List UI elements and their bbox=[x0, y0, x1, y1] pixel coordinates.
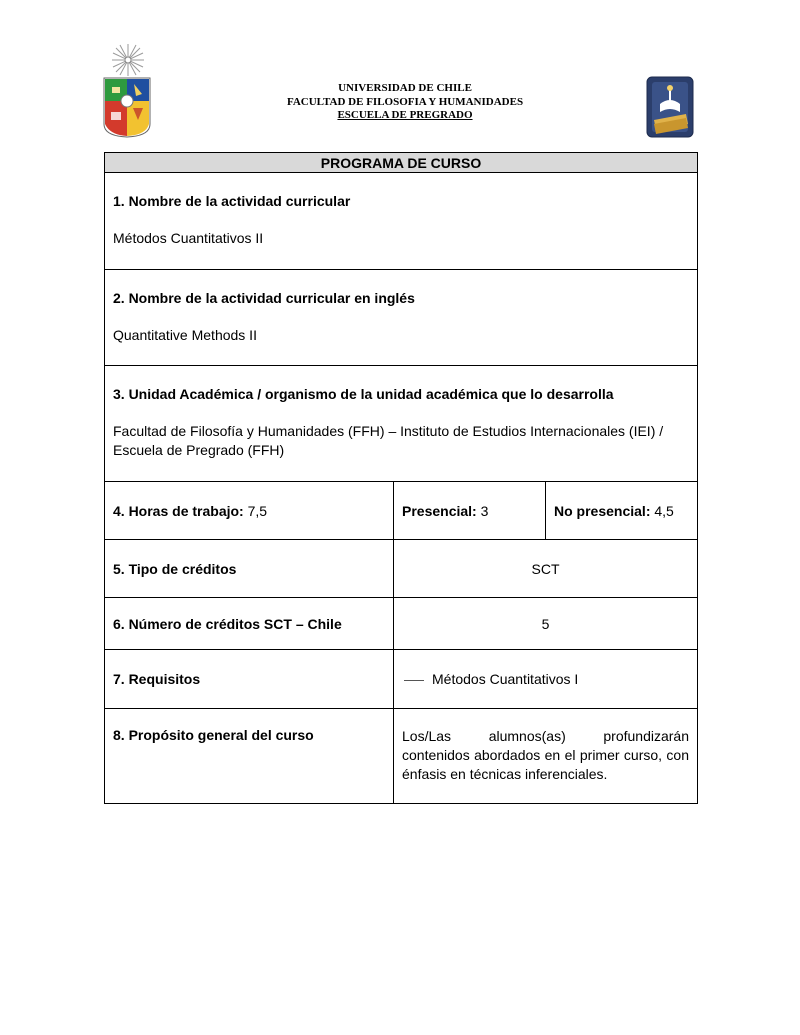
presencial-cell bbox=[394, 482, 546, 540]
no-presencial-value: 4,5 bbox=[654, 502, 674, 519]
school-name: ESCUELA DE PREGRADO bbox=[337, 109, 473, 121]
faculty-emblem-logo bbox=[646, 76, 694, 138]
program-table bbox=[104, 152, 698, 804]
no-presencial-label: No presencial: bbox=[554, 502, 651, 519]
university-name: UNIVERSIDAD DE CHILE bbox=[338, 82, 472, 94]
presencial-value: 3 bbox=[480, 502, 489, 519]
work-hours-cell bbox=[105, 482, 394, 540]
program-title-row bbox=[105, 153, 698, 173]
section-3-title: 3. Unidad Académica / organismo de la unidad académica que lo desarrolla bbox=[113, 386, 614, 402]
section-5-row bbox=[105, 540, 698, 598]
section-3-row bbox=[105, 366, 698, 482]
work-hours-label: 4. Horas de trabajo: bbox=[113, 502, 244, 519]
section-3-value: Facultad de Filosofía y Humanidades (FFH) – Instituto de Estudios Internacionales (IEI) / Escuela de Pregrado (FFH) bbox=[113, 423, 664, 458]
credit-type-label: 5. Tipo de créditos bbox=[105, 540, 394, 598]
section-2-row bbox=[105, 270, 698, 366]
work-hours-value: 7,5 bbox=[247, 502, 268, 519]
section-4-row bbox=[105, 482, 698, 540]
universidad-de-chile-logo bbox=[100, 40, 156, 138]
presencial-label: Presencial: bbox=[402, 502, 477, 519]
purpose-value: Los/Las alumnos(as) profundizarán contenidos abordados en el primer curso, con énfasis en técnicas inferenciales. bbox=[394, 709, 698, 804]
section-1-title: 1. Nombre de la actividad curricular bbox=[113, 193, 351, 209]
purpose-label: 8. Propósito general del curso bbox=[105, 709, 394, 804]
credit-type-value: SCT bbox=[394, 540, 698, 598]
faculty-name: FACULTAD DE FILOSOFIA Y HUMANIDADES bbox=[286, 95, 524, 108]
section-2-title: 2. Nombre de la actividad curricular en inglés bbox=[113, 290, 415, 306]
section-1-value: Métodos Cuantitativos II bbox=[113, 230, 264, 246]
credit-number-label: 6. Número de créditos SCT – Chile bbox=[105, 598, 394, 650]
requirements-cell bbox=[394, 650, 698, 709]
section-1-row bbox=[105, 173, 698, 270]
no-presencial-cell bbox=[546, 482, 698, 540]
program-title: PROGRAMA DE CURSO bbox=[105, 153, 698, 173]
requirements-label: 7. Requisitos bbox=[105, 650, 394, 709]
requirement-item: Métodos Cuantitativos I bbox=[432, 671, 579, 687]
section-7-row bbox=[105, 650, 698, 709]
institution-header bbox=[200, 82, 610, 123]
section-6-row bbox=[105, 598, 698, 650]
section-2-value: Quantitative Methods II bbox=[113, 327, 257, 343]
section-8-row bbox=[105, 709, 698, 804]
requirement-dash-icon bbox=[404, 680, 424, 681]
credit-number-value: 5 bbox=[394, 598, 698, 650]
